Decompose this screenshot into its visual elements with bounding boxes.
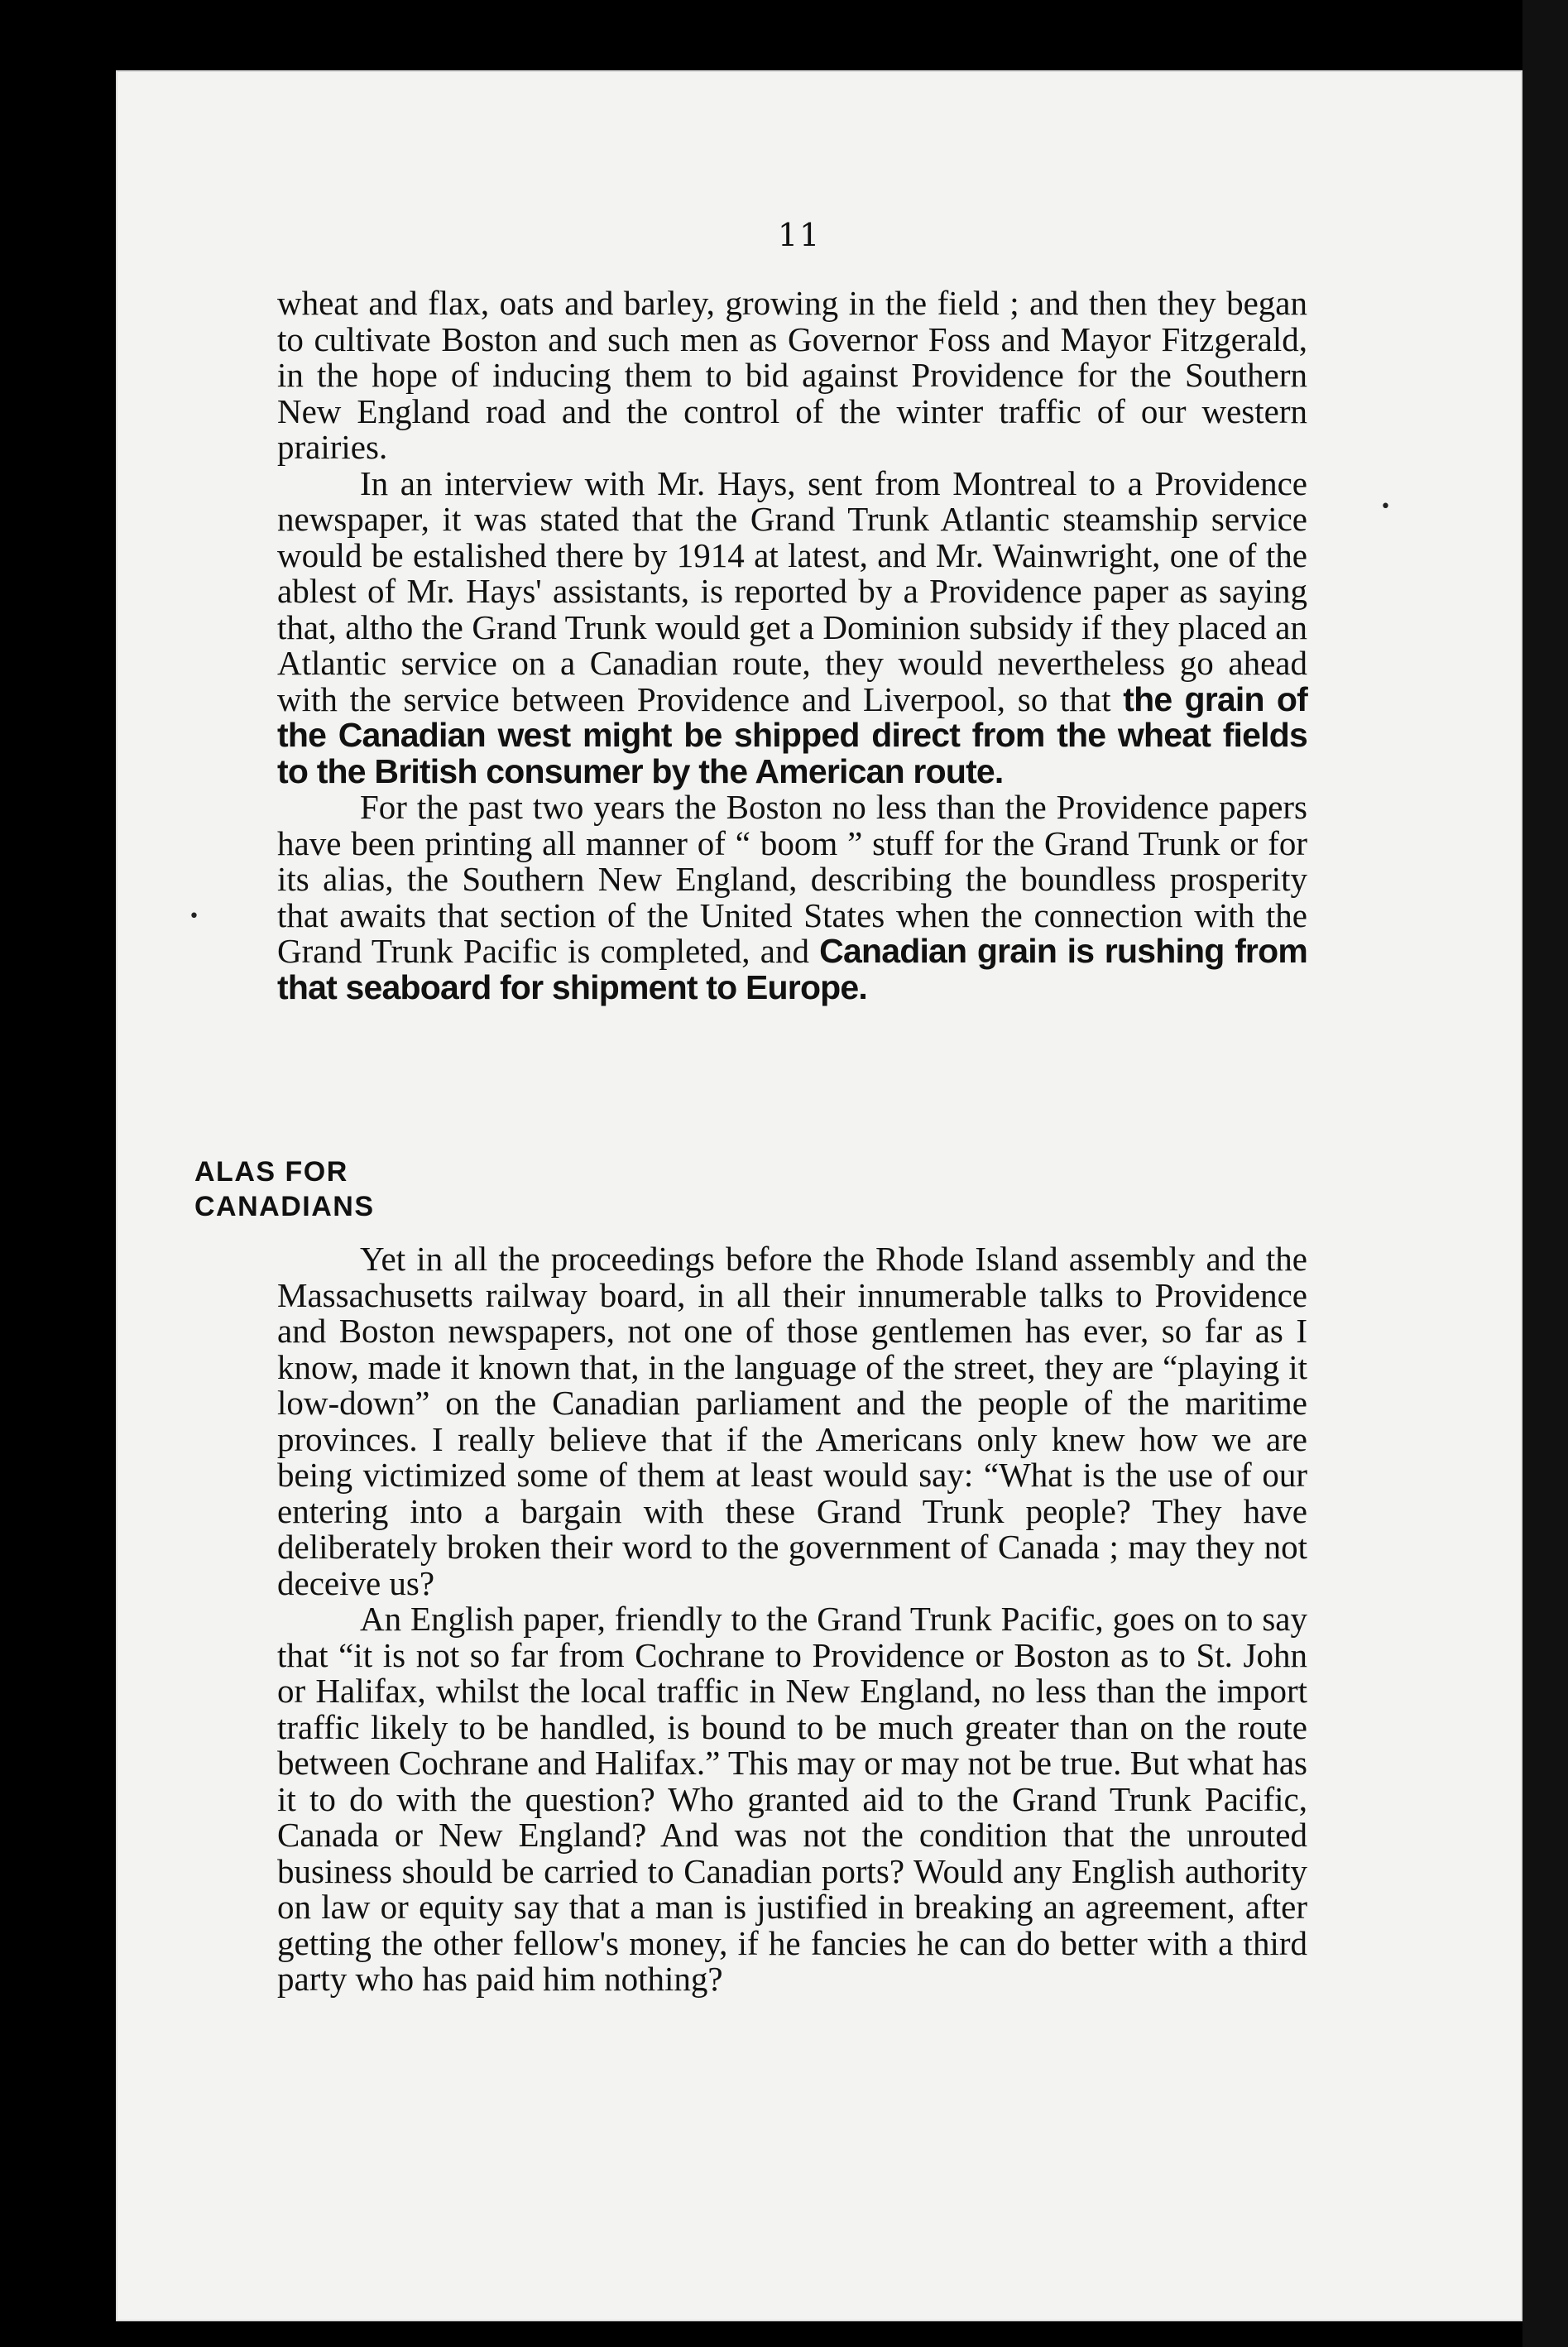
paragraph-2-emphasis: the grain of the Canadian west might be shipped direct from the wheat fields to the British consumer by the American route. — [277, 679, 1307, 790]
paragraph-3-emphasis: Canadian grain is rushing from that seaboard for shipment to Europe. — [277, 932, 1307, 1006]
paragraph-2-text: In an interview with Mr. Hays, sent from Montreal to a Providence newspaper, it was stated that the Grand Trunk Atlantic steamship service would be estalished there by 1914 at latest, and Mr. Wainwright, one of the ablest of Mr. Hays' assistants, is reported by a Providence paper as saying that, altho the Grand Trunk would get a Dominion subsidy if they placed an Atlantic service on a Canadian route, they would nevertheless go ahead with the service between Providence and Liverpool, so that — [277, 463, 1307, 718]
margin-mark-1: • — [1380, 497, 1391, 517]
scan-left-border — [0, 0, 116, 2347]
paragraph-2 — [277, 463, 1307, 790]
scan-top-band — [116, 0, 1522, 70]
page-number: 11 — [778, 217, 822, 253]
paragraph-5: An English paper, friendly to the Grand Trunk Pacific, goes on to say that “it is not so far from Cochrane to Providence or Boston as to St. John or Halifax, whilst the local traffic in New England, no less than the import traffic likely to be handled, is bound to be much greater than on the route between Cochrane and Halifax.” This may or may not be true. But what has it to do with the question? Who granted aid to the Grand Trunk Pacific, Canada or New England? And was not the condition that the unrouted business should be carried to Canadian ports? Would any English authority on law or equity say that a man is justified in breaking an agreement, after getting the other fellow's money, if he fancies he can do better with a third party who has paid him nothing? — [277, 1600, 1307, 1998]
side-heading — [194, 1154, 375, 1224]
text-column-top — [277, 286, 1307, 1006]
paragraph-3-text: For the past two years the Boston no less than the Providence papers have been printing all manner of “ boom ” stuff for the Grand Trunk or for its alias, the Southern New England, describing the boundless prosperity that awaits that section of the United States when the connection with the Grand Trunk Pacific is completed, and — [277, 788, 1307, 970]
paragraph-3 — [277, 790, 1307, 1006]
text-column-bottom — [277, 1241, 1307, 1998]
margin-mark-2: • — [189, 906, 199, 927]
side-heading-line-1: ALAS FOR — [194, 1156, 348, 1188]
side-heading-line-2: CANADIANS — [194, 1191, 375, 1222]
paragraph-4: Yet in all the proceedings before the Rhode Island assembly and the Massachusetts railway board, in all their innumerable talks to Providence and Boston newspapers, not one of those gentlemen has ever, so far as I know, made it known that, in the language of the street, they are “playing it low-down” on the Canadian parliament and the people of the maritime provinces. I really believe that if the Americans only knew how we are being victimized some of them at least would say: “What is the use of our entering into a bargain with these Grand Trunk people? They have deliberately broken their word to the government of Canada ; may they not deceive us? — [277, 1240, 1307, 1602]
paragraph-1: wheat and flax, oats and barley, growing in the field ; and then they began to cultivate Boston and such men as Governor Foss and Mayor Fitzgerald, in the hope of inducing them to bid against Providence for the Southern New England road and the control of the winter traffic of our western prairies. — [277, 284, 1307, 466]
scan-right-band — [1522, 0, 1568, 2347]
